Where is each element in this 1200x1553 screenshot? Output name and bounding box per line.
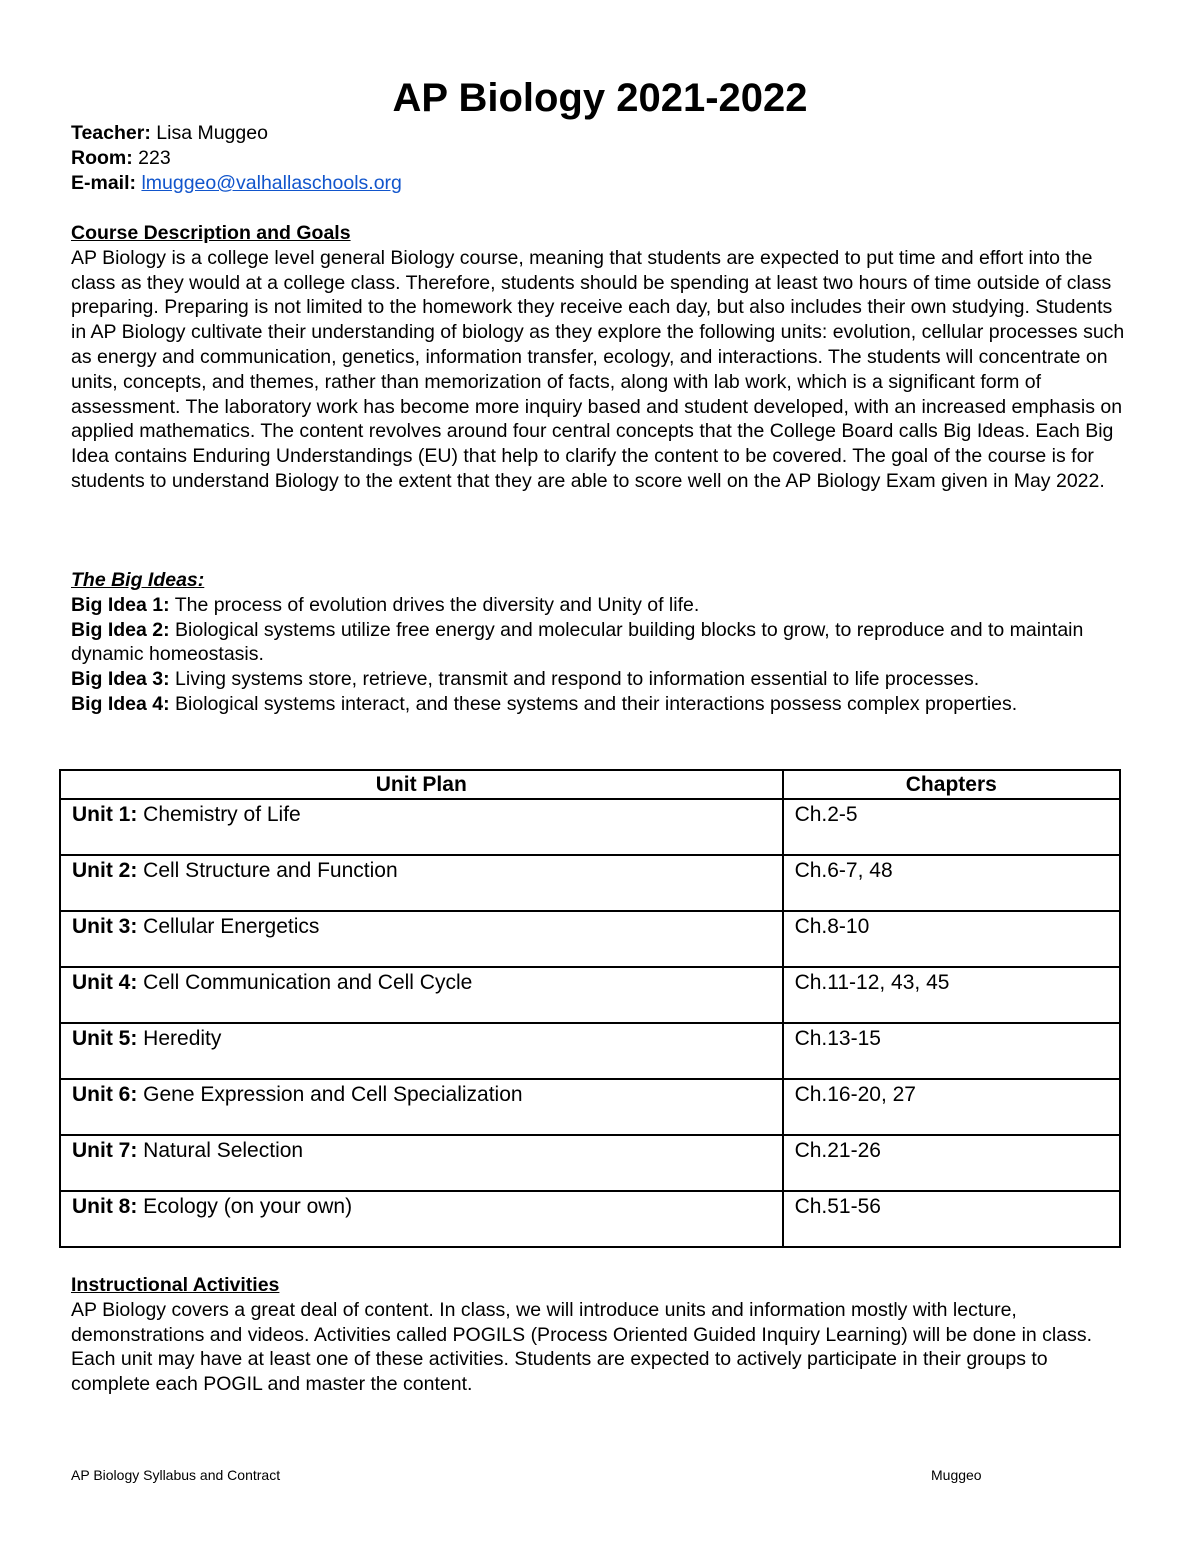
chapters-header: Chapters [783, 770, 1120, 799]
table-row [60, 855, 1120, 911]
unit-cell [60, 1191, 783, 1247]
unit-name: Heredity [143, 1027, 222, 1050]
unit-cell [60, 799, 783, 855]
big-ideas-section [71, 568, 1131, 717]
unit-label: Unit 2: [72, 859, 138, 882]
email-link[interactable]: lmuggeo@valhallaschools.org [141, 172, 402, 194]
instructional-activities-section [71, 1273, 1131, 1397]
teacher-name: Lisa Muggeo [156, 122, 268, 144]
unit-label: Unit 6: [72, 1083, 138, 1106]
table-row [60, 1135, 1120, 1191]
page-title: AP Biology 2021-2022 [392, 76, 808, 120]
room-label: Room: [71, 147, 133, 169]
unit-plan-table [59, 769, 1121, 1248]
teacher-info [71, 121, 402, 196]
email-label: E-mail: [71, 172, 137, 194]
big-idea-label: Big Idea 2: [71, 618, 170, 641]
course-description-heading: Course Description and Goals [71, 222, 351, 244]
footer-author: Muggeo [931, 1467, 982, 1483]
big-ideas-heading: The Big Ideas: [71, 569, 205, 591]
big-idea-label: Big Idea 1: [71, 593, 170, 616]
big-idea-item [71, 667, 1131, 692]
room-number: 223 [138, 147, 171, 169]
table-row [60, 1191, 1120, 1247]
table-row [60, 799, 1120, 855]
chapters-cell: Ch.6-7, 48 [783, 855, 1120, 911]
unit-cell [60, 911, 783, 967]
table-header-row [60, 770, 1120, 799]
big-idea-text: Biological systems interact, and these systems and their interactions possess complex properties. [175, 692, 1018, 715]
instructional-activities-heading: Instructional Activities [71, 1274, 280, 1296]
unit-label: Unit 5: [72, 1027, 138, 1050]
big-idea-text: Biological systems utilize free energy and molecular building blocks to grow, to reproduce and to maintain dynamic homeostasis. [71, 618, 1084, 666]
chapters-cell: Ch.21-26 [783, 1135, 1120, 1191]
chapters-cell: Ch.16-20, 27 [783, 1079, 1120, 1135]
course-description-text: AP Biology is a college level general Biology course, meaning that students are expected to put time and effort into the class as they would at a college class. Therefore, students should be spending at least two hours of time outside of class preparing. Preparing is not limited to the homework they receive each day, but also includes their own studying. Students in AP Biology cultivate their understanding of biology as they explore the following units: evolution, cellular processes such as energy and communication, genetics, information transfer, ecology, and interactions. The students will concentrate on units, concepts, and themes, rather than memorization of facts, along with lab work, which is a significant form of assessment. The laboratory work has become more inquiry based and student developed, with an increased emphasis on applied mathematics. The content revolves around four central concepts that the College Board calls Big Ideas. Each Big Idea contains Enduring Understandings (EU) that help to clarify the content to be covered. The goal of the course is for students to understand Biology to the extent that they are able to score well on the AP Biology Exam given in May 2022. [71, 246, 1125, 492]
big-idea-text: Living systems store, retrieve, transmit and respond to information essential to life processes. [175, 668, 980, 691]
big-idea-item [71, 593, 1131, 618]
chapters-cell: Ch.51-56 [783, 1191, 1120, 1247]
unit-label: Unit 7: [72, 1139, 138, 1162]
unit-label: Unit 8: [72, 1195, 138, 1218]
unit-name: Chemistry of Life [143, 803, 301, 826]
course-description-section [71, 221, 1131, 494]
big-idea-item [71, 618, 1131, 668]
unit-name: Cellular Energetics [143, 915, 320, 938]
room-line [71, 146, 402, 171]
chapters-cell: Ch.2-5 [783, 799, 1120, 855]
chapters-cell: Ch.8-10 [783, 911, 1120, 967]
table-row [60, 1079, 1120, 1135]
email-line [71, 171, 402, 196]
chapters-cell: Ch.13-15 [783, 1023, 1120, 1079]
footer-document-title: AP Biology Syllabus and Contract [71, 1467, 281, 1483]
unit-name: Natural Selection [143, 1139, 304, 1162]
table-row [60, 967, 1120, 1023]
unit-cell [60, 1023, 783, 1079]
big-idea-text: The process of evolution drives the diversity and Unity of life. [174, 593, 700, 616]
big-idea-label: Big Idea 4: [71, 692, 170, 715]
unit-cell [60, 855, 783, 911]
unit-plan-header: Unit Plan [60, 770, 783, 799]
unit-name: Cell Communication and Cell Cycle [143, 971, 473, 994]
unit-cell [60, 967, 783, 1023]
table-row [60, 911, 1120, 967]
unit-label: Unit 3: [72, 915, 138, 938]
unit-name: Ecology (on your own) [143, 1195, 353, 1218]
teacher-line [71, 121, 402, 146]
unit-name: Cell Structure and Function [143, 859, 398, 882]
unit-name: Gene Expression and Cell Specialization [143, 1083, 523, 1106]
unit-label: Unit 1: [72, 803, 138, 826]
chapters-cell: Ch.11-12, 43, 45 [783, 967, 1120, 1023]
instructional-activities-text: AP Biology covers a great deal of content. In class, we will introduce units and information mostly with lecture, demonstrations and videos. Activities called POGILS (Process Oriented Guided Inquiry Learning) will be done in class. Each unit may have at least one of these activities. Students are expected to actively participate in their groups to complete each POGIL and master the content. [71, 1298, 1093, 1396]
teacher-label: Teacher: [71, 122, 151, 144]
table-row [60, 1023, 1120, 1079]
big-idea-item [71, 692, 1131, 717]
unit-cell [60, 1079, 783, 1135]
big-idea-label: Big Idea 3: [71, 668, 170, 691]
unit-label: Unit 4: [72, 971, 138, 994]
unit-cell [60, 1135, 783, 1191]
